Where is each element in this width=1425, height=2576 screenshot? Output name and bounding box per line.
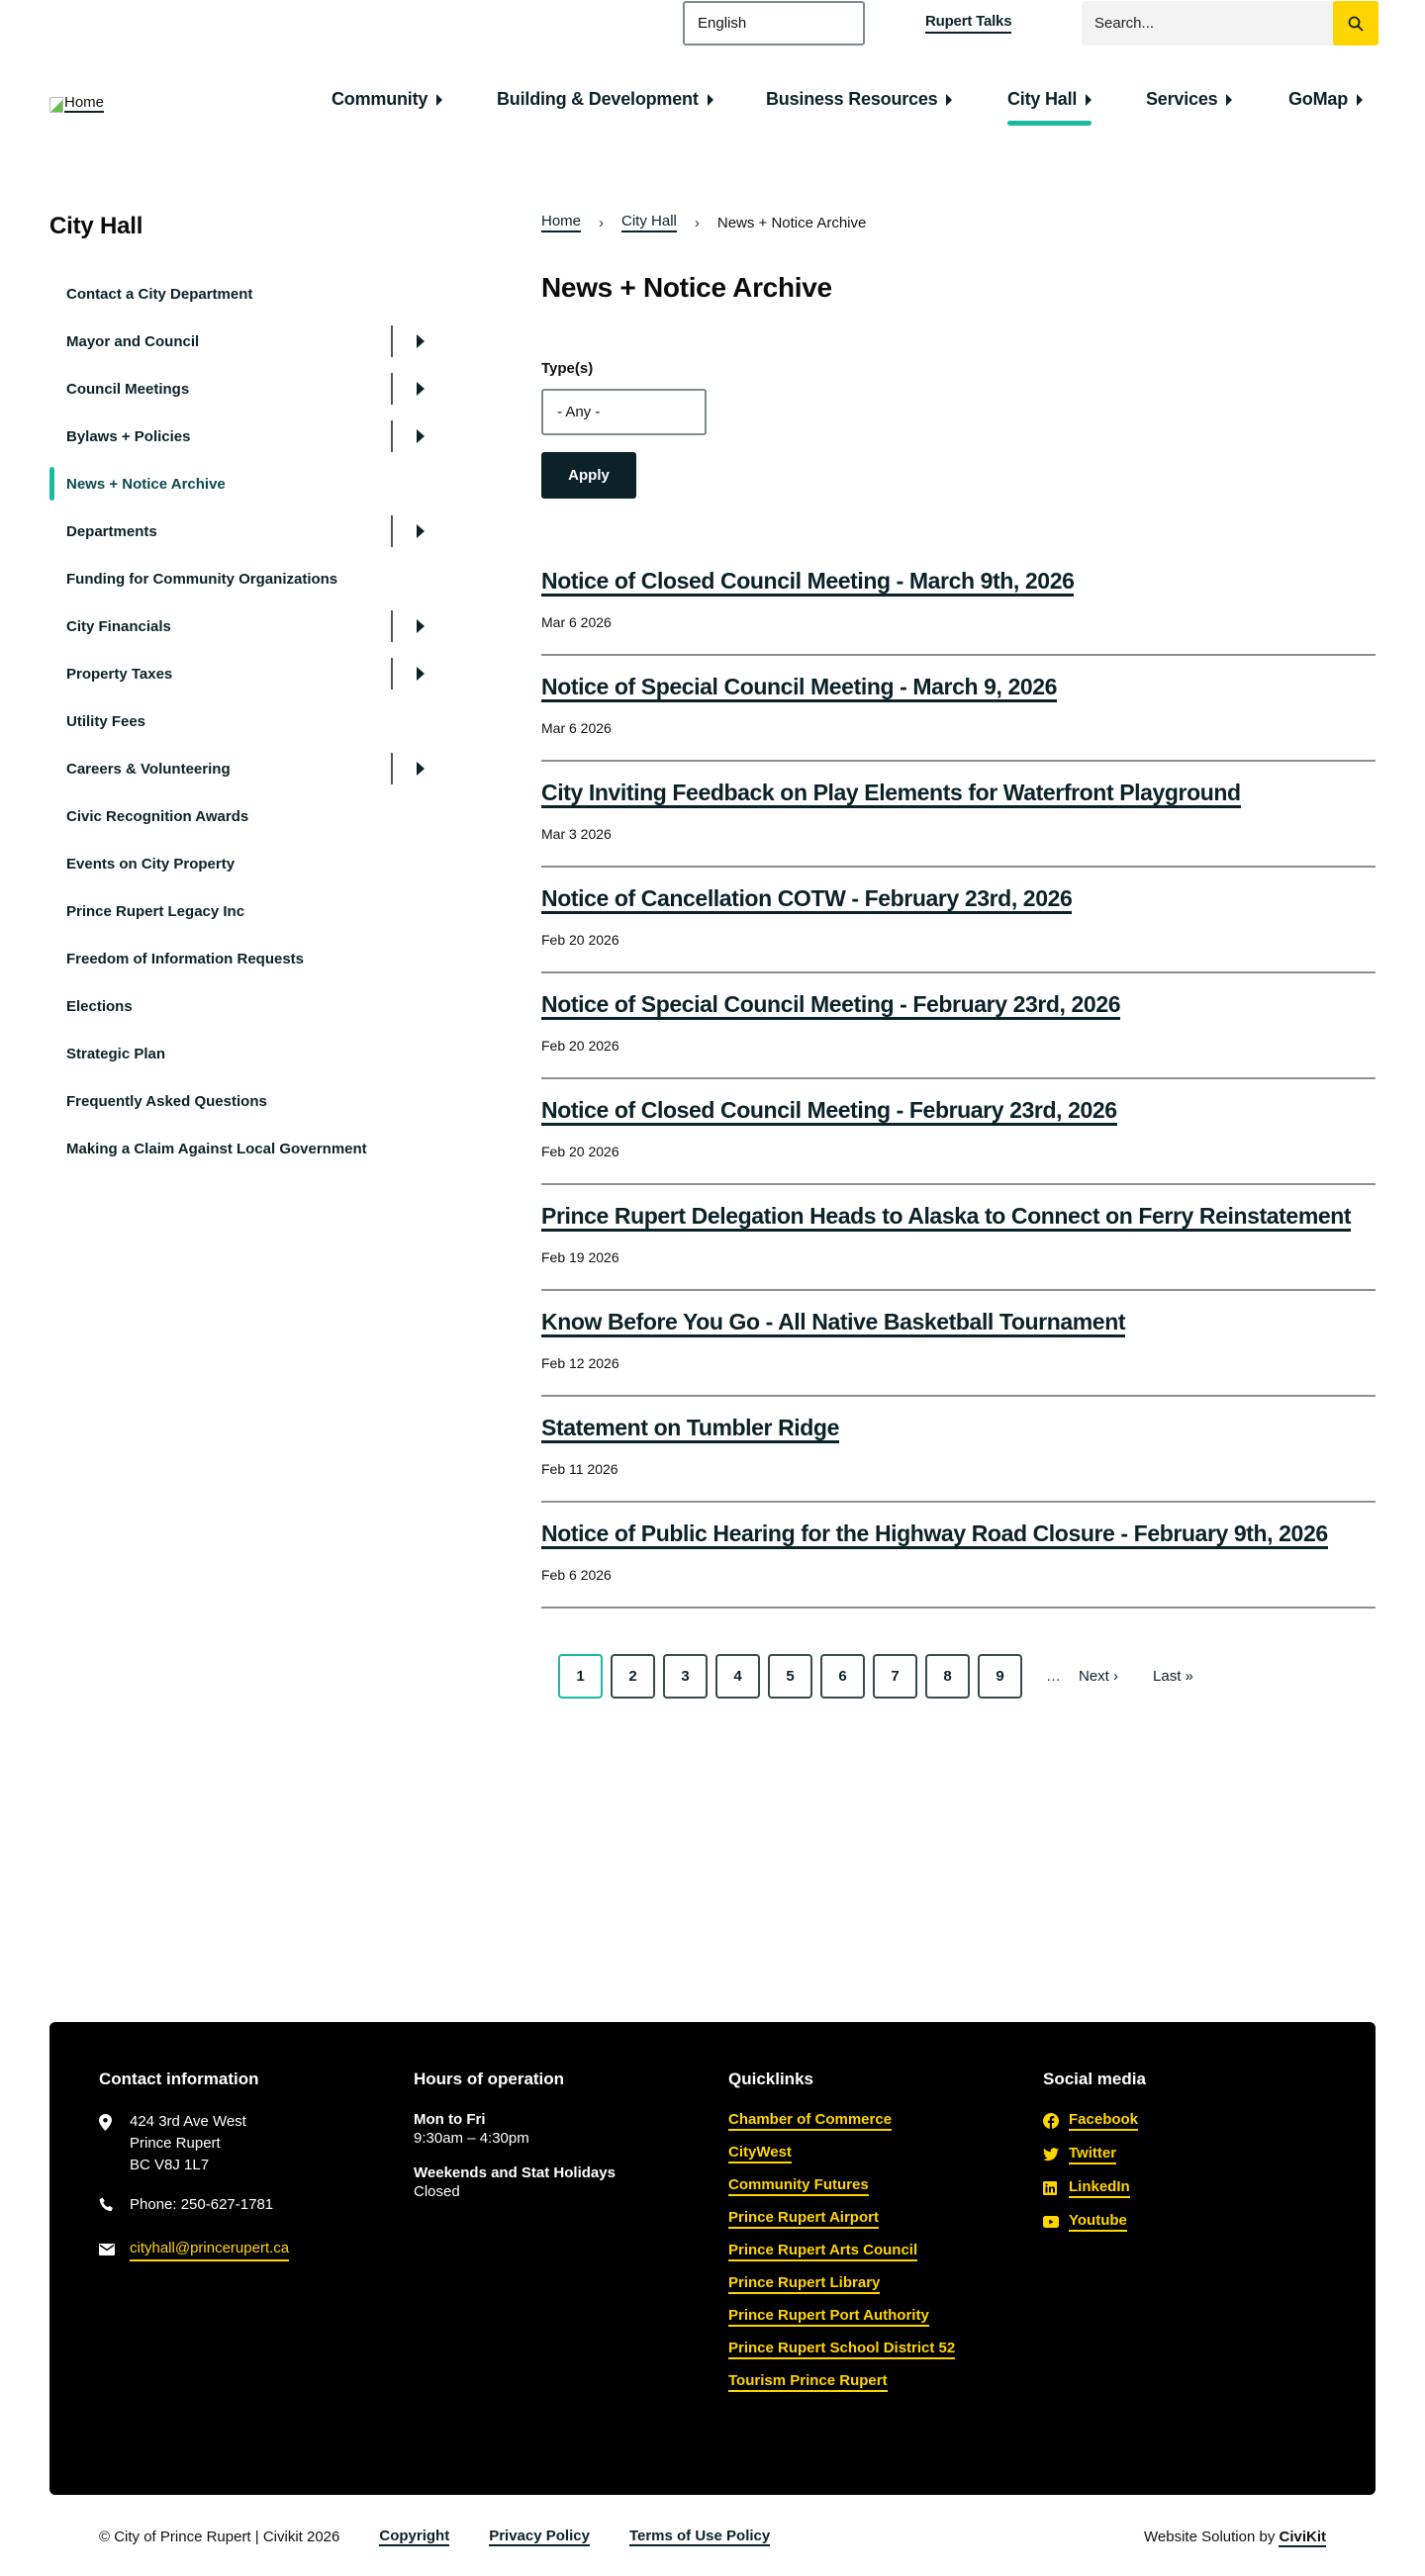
phone-number: Phone: 250-627-1781 xyxy=(130,2196,274,2213)
news-date: Feb 19 2026 xyxy=(541,1249,619,1265)
quicklink[interactable]: Prince Rupert School District 52 xyxy=(728,2340,1015,2356)
chevron-right-icon: › xyxy=(599,214,605,231)
pagination xyxy=(541,1654,1376,1699)
submenu-toggle[interactable] xyxy=(391,420,445,452)
sidebar xyxy=(49,213,445,1172)
terms-of-use-link[interactable]: Terms of Use Policy xyxy=(628,2528,771,2544)
sidebar-item-label: Elections xyxy=(66,997,133,1015)
sidebar-item-label: Frequently Asked Questions xyxy=(66,1092,267,1110)
breadcrumb-city-hall[interactable]: City Hall xyxy=(621,213,677,232)
nav-item-gomap[interactable] xyxy=(1288,89,1363,110)
page-button-4[interactable]: 4 xyxy=(715,1654,760,1699)
nav-item-community[interactable] xyxy=(332,89,442,110)
news-title-link[interactable]: Notice of Closed Council Meeting - March 9th, 2026 xyxy=(541,568,1074,597)
sidebar-item-news-notice-archive[interactable] xyxy=(49,460,445,507)
sidebar-item-label: Council Meetings xyxy=(66,380,190,398)
sidebar-item-city-financials[interactable] xyxy=(49,602,445,650)
news-title-link[interactable]: Know Before You Go - All Native Basketball Tournament xyxy=(541,1309,1125,1337)
sidebar-item-foi-requests[interactable] xyxy=(49,935,445,982)
sidebar-item-label: Freedom of Information Requests xyxy=(66,950,305,967)
address-line: BC V8J 1L7 xyxy=(130,2157,210,2173)
news-title-link[interactable]: City Inviting Feedback on Play Elements for Waterfront Playground xyxy=(541,780,1241,808)
sidebar-item-label: Making a Claim Against Local Government xyxy=(66,1140,367,1157)
footer-contact xyxy=(99,2070,386,2280)
nav-label: Building & Development xyxy=(497,89,699,109)
sidebar-item-civic-awards[interactable] xyxy=(49,792,445,840)
sidebar-item-utility-fees[interactable] xyxy=(49,697,445,745)
quicklink[interactable]: Chamber of Commerce xyxy=(728,2111,1015,2128)
quicklink[interactable]: Prince Rupert Port Authority xyxy=(728,2307,1015,2324)
sidebar-item-label: Contact a City Department xyxy=(66,285,253,303)
caret-right-icon xyxy=(417,524,425,538)
sidebar-item-label: Departments xyxy=(66,522,157,540)
page-button-3[interactable]: 3 xyxy=(663,1654,708,1699)
caret-right-icon xyxy=(417,334,425,348)
news-date: Feb 20 2026 xyxy=(541,932,619,948)
main-content xyxy=(541,213,1376,1699)
address-line: 424 3rd Ave West xyxy=(130,2113,246,2130)
pager-ellipsis: … xyxy=(1046,1668,1061,1685)
language-select[interactable]: English xyxy=(683,1,865,46)
caret-right-icon xyxy=(436,94,442,106)
copyright-text: © City of Prince Rupert | Civikit 2026 xyxy=(99,2529,340,2545)
hours-label: Mon to Fri xyxy=(414,2111,486,2128)
quicklink[interactable]: Prince Rupert Arts Council xyxy=(728,2242,1015,2258)
news-item xyxy=(541,973,1376,1079)
submenu-toggle[interactable] xyxy=(391,325,445,357)
social-youtube-link[interactable]: Youtube xyxy=(1043,2212,1330,2232)
news-title-link[interactable]: Statement on Tumbler Ridge xyxy=(541,1415,839,1443)
next-page-link[interactable]: Next › xyxy=(1079,1668,1119,1685)
page-button-5[interactable]: 5 xyxy=(768,1654,812,1699)
sidebar-item-claim-against-government[interactable] xyxy=(49,1125,445,1172)
news-item xyxy=(541,1503,1376,1609)
footer-contact-heading: Contact information xyxy=(99,2070,259,2088)
submenu-toggle[interactable] xyxy=(391,658,445,690)
quicklink[interactable]: CityWest xyxy=(728,2144,1015,2161)
social-facebook-link[interactable]: Facebook xyxy=(1043,2111,1330,2131)
caret-right-icon xyxy=(417,667,425,681)
youtube-icon xyxy=(1043,2216,1069,2228)
caret-right-icon xyxy=(417,429,425,443)
main-nav xyxy=(0,89,1425,129)
page-button-6[interactable]: 6 xyxy=(820,1654,865,1699)
submenu-toggle[interactable] xyxy=(391,373,445,405)
news-date: Feb 20 2026 xyxy=(541,1144,619,1159)
search-input[interactable] xyxy=(1082,1,1333,46)
utility-bar xyxy=(0,0,1425,47)
footer-hours xyxy=(414,2070,701,2218)
news-item xyxy=(541,1397,1376,1503)
sidebar-item-events-city-property[interactable] xyxy=(49,840,445,887)
address-line: Prince Rupert xyxy=(130,2135,221,2152)
caret-right-icon xyxy=(946,94,952,106)
news-date: Feb 12 2026 xyxy=(541,1355,619,1371)
news-date: Mar 6 2026 xyxy=(541,720,612,736)
page-button-1[interactable]: 1 xyxy=(558,1654,603,1699)
sidebar-item-label: Careers & Volunteering xyxy=(66,760,231,778)
news-date: Feb 20 2026 xyxy=(541,1038,619,1054)
news-item xyxy=(541,656,1376,762)
envelope-icon xyxy=(99,2238,130,2262)
caret-right-icon xyxy=(1086,94,1092,106)
sidebar-item-label: Events on City Property xyxy=(66,855,236,873)
news-item xyxy=(541,762,1376,868)
rupert-talks-link[interactable]: Rupert Talks xyxy=(925,13,1011,34)
news-item xyxy=(541,868,1376,973)
sidebar-item-label: News + Notice Archive xyxy=(66,475,226,493)
caret-right-icon xyxy=(417,762,425,776)
privacy-policy-link[interactable]: Privacy Policy xyxy=(489,2528,590,2544)
news-title-link[interactable]: Notice of Special Council Meeting - March 9, 2026 xyxy=(541,674,1057,702)
news-date: Feb 11 2026 xyxy=(541,1461,618,1477)
news-item xyxy=(541,1079,1376,1185)
sidebar-item-label: Prince Rupert Legacy Inc xyxy=(66,902,245,920)
type-filter-label: Type(s) xyxy=(541,360,594,377)
search-button[interactable] xyxy=(1333,1,1378,46)
nav-item-building-development[interactable] xyxy=(497,89,713,110)
search-form xyxy=(1082,1,1378,46)
caret-right-icon xyxy=(708,94,713,106)
caret-right-icon xyxy=(417,619,425,633)
sidebar-item-funding[interactable] xyxy=(49,555,445,602)
hours-value: Closed xyxy=(414,2183,460,2200)
footer-social xyxy=(1043,2070,1330,2246)
news-list xyxy=(541,552,1376,1609)
breadcrumb xyxy=(541,213,1376,232)
news-date: Feb 6 2026 xyxy=(541,1567,612,1583)
footer xyxy=(49,2022,1376,2495)
sidebar-item-label: Mayor and Council xyxy=(66,332,200,350)
quicklink[interactable]: Prince Rupert Airport xyxy=(728,2209,1015,2226)
credit-prefix: Website Solution by xyxy=(1144,2529,1280,2545)
submenu-toggle[interactable] xyxy=(391,515,445,547)
caret-right-icon xyxy=(1226,94,1232,106)
nav-label: Business Resources xyxy=(766,89,938,109)
footer-social-heading: Social media xyxy=(1043,2070,1146,2088)
linkedin-icon xyxy=(1043,2181,1069,2195)
nav-item-business-resources[interactable] xyxy=(766,89,952,110)
sidebar-item-label: Utility Fees xyxy=(66,712,146,730)
email-link[interactable]: cityhall@princerupert.ca xyxy=(130,2238,289,2261)
page-button-2[interactable]: 2 xyxy=(611,1654,655,1699)
page-button-8[interactable]: 8 xyxy=(925,1654,970,1699)
map-pin-icon xyxy=(99,2111,130,2138)
footer-quicklinks-heading: Quicklinks xyxy=(728,2070,813,2088)
footer-quicklinks xyxy=(728,2070,1015,2405)
sidebar-item-label: Civic Recognition Awards xyxy=(66,807,249,825)
nav-item-city-hall[interactable] xyxy=(1007,89,1092,110)
search-icon xyxy=(1348,16,1364,32)
nav-item-services[interactable] xyxy=(1146,89,1232,110)
quicklink[interactable]: Tourism Prince Rupert xyxy=(728,2372,1015,2389)
breadcrumb-home[interactable]: Home xyxy=(541,213,581,232)
apply-button[interactable]: Apply xyxy=(541,452,636,499)
nav-label: Community xyxy=(332,89,428,109)
news-item xyxy=(541,1185,1376,1291)
breadcrumb-current: News + Notice Archive xyxy=(716,214,867,231)
news-date: Mar 3 2026 xyxy=(541,826,612,842)
sidebar-item-departments[interactable] xyxy=(49,507,445,555)
last-page-link[interactable]: Last » xyxy=(1153,1668,1193,1685)
news-title-link[interactable]: Notice of Cancellation COTW - February 23rd, 2026 xyxy=(541,885,1072,914)
twitter-icon xyxy=(1043,2148,1069,2162)
sidebar-item-label: City Financials xyxy=(66,617,171,635)
sidebar-item-elections[interactable] xyxy=(49,982,445,1030)
sidebar-item-label: Funding for Community Organizations xyxy=(66,570,338,588)
sidebar-item-faq[interactable] xyxy=(49,1077,445,1125)
quicklink[interactable]: Prince Rupert Library xyxy=(728,2274,1015,2291)
news-item xyxy=(541,1291,1376,1397)
credit xyxy=(1144,2529,1326,2545)
facebook-icon xyxy=(1043,2113,1069,2129)
quicklink[interactable]: Community Futures xyxy=(728,2176,1015,2193)
sidebar-item-bylaws-policies[interactable] xyxy=(49,413,445,460)
nav-label: City Hall xyxy=(1007,89,1078,109)
page-title: News + Notice Archive xyxy=(541,272,832,303)
copyright-link[interactable]: Copyright xyxy=(379,2528,450,2544)
caret-right-icon xyxy=(1357,94,1363,106)
page-button-7[interactable]: 7 xyxy=(873,1654,917,1699)
page-button-9[interactable]: 9 xyxy=(978,1654,1022,1699)
news-title-link[interactable]: Notice of Closed Council Meeting - February 23rd, 2026 xyxy=(541,1097,1117,1126)
type-filter-select[interactable]: - Any - xyxy=(541,389,707,435)
sidebar-item-property-taxes[interactable] xyxy=(49,650,445,697)
logo-alt-text: Home xyxy=(64,94,105,111)
chevron-right-icon: › xyxy=(694,214,700,231)
bottom-bar xyxy=(99,2528,1326,2546)
sidebar-item-contact-department[interactable] xyxy=(49,270,445,318)
sidebar-item-strategic-plan[interactable] xyxy=(49,1030,445,1077)
news-title-link[interactable]: Notice of Special Council Meeting - February 23rd, 2026 xyxy=(541,991,1120,1020)
social-linkedin-link[interactable]: LinkedIn xyxy=(1043,2178,1330,2198)
submenu-toggle[interactable] xyxy=(391,610,445,642)
news-date: Mar 6 2026 xyxy=(541,614,612,630)
news-item xyxy=(541,552,1376,656)
sidebar-item-council-meetings[interactable] xyxy=(49,365,445,413)
submenu-toggle[interactable] xyxy=(391,753,445,784)
footer-hours-heading: Hours of operation xyxy=(414,2070,565,2088)
news-title-link[interactable]: Prince Rupert Delegation Heads to Alaska to Connect on Ferry Reinstatement xyxy=(541,1203,1351,1232)
sidebar-title: City Hall xyxy=(49,213,143,239)
social-twitter-link[interactable]: Twitter xyxy=(1043,2145,1330,2164)
news-title-link[interactable]: Notice of Public Hearing for the Highway Road Closure - February 9th, 2026 xyxy=(541,1520,1328,1549)
sidebar-item-label: Bylaws + Policies xyxy=(66,427,191,445)
phone-icon xyxy=(99,2194,130,2220)
nav-label: Services xyxy=(1146,89,1218,109)
sidebar-item-mayor-council[interactable] xyxy=(49,318,445,365)
hours-value: 9:30am – 4:30pm xyxy=(414,2130,529,2147)
nav-label: GoMap xyxy=(1288,89,1348,109)
hours-label: Weekends and Stat Holidays xyxy=(414,2164,616,2181)
caret-right-icon xyxy=(417,382,425,396)
civikit-link[interactable]: CiviKit xyxy=(1279,2529,1326,2545)
sidebar-item-legacy-inc[interactable] xyxy=(49,887,445,935)
sidebar-item-careers[interactable] xyxy=(49,745,445,792)
sidebar-item-label: Property Taxes xyxy=(66,665,173,683)
sidebar-menu xyxy=(49,270,445,1172)
sidebar-item-label: Strategic Plan xyxy=(66,1045,166,1062)
